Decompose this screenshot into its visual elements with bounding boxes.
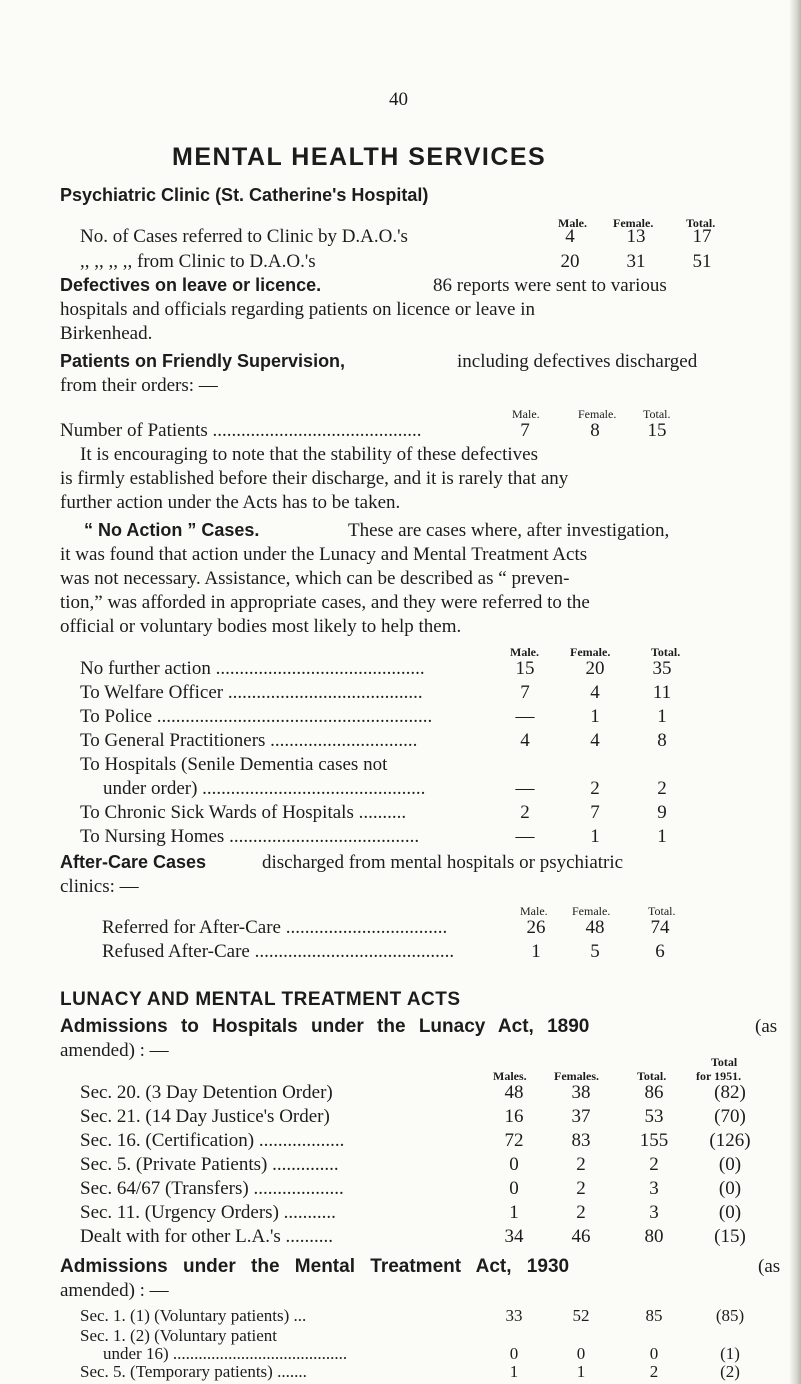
lunacy-cell: 38 [571,1082,591,1103]
lunacy-cell: (126) [709,1130,751,1151]
clinic-cell: 13 [626,226,646,247]
after-care-text: clinics: — [60,876,139,897]
mental-treatment-cell: (85) [715,1306,745,1325]
lunacy-cell: 2 [576,1154,586,1175]
no-action-cell: — [515,706,535,727]
lunacy-col-prev: for 1951. [696,1069,742,1083]
clinic-heading: Psychiatric Clinic (St. Catherine's Hospital) [60,185,429,205]
no-action-col-male: Male. [510,645,539,659]
clinic-col-female: Female. [613,216,654,230]
no-action-text: tion,” was afforded in appropriate cases, and they were referred to the [60,592,590,613]
after-care-col-male: Male. [520,904,548,918]
after-care-row-label: Refused After-Care .......................................... [102,941,455,962]
after-care-cell: 1 [531,941,541,962]
page-title: MENTAL HEALTH SERVICES [172,143,547,171]
lunacy-row-label: Dealt with for other L.A.'s .......... [80,1226,334,1247]
no-action-cell: 8 [657,730,667,751]
lunacy-col-total: Total. [637,1069,667,1083]
no-action-heading: “ No Action ” Cases. [84,520,260,540]
lunacy-row-label: Sec. 5. (Private Patients) .............. [80,1154,339,1175]
no-action-cell: 35 [652,658,672,679]
no-action-row-label: To Hospitals (Senile Dementia cases not [80,754,388,775]
friendly-heading: Patients on Friendly Supervision, [60,351,346,371]
clinic-row-label: No. of Cases referred to Clinic by D.A.O.'s [80,226,408,247]
lunacy-cell: (82) [714,1082,746,1103]
no-action-cell: 4 [590,730,600,751]
friendly-col-female: Female. [578,407,617,421]
clinic-cell: 31 [626,251,646,272]
mental-treatment-cell: (2) [720,1362,740,1381]
friendly-col-male: Male. [512,407,540,421]
defectives-heading: Defectives on leave or licence. [60,275,322,295]
friendly-text: including defectives discharged [457,351,698,372]
after-care-heading: After-Care Cases [60,852,207,872]
lunacy-cell: 2 [576,1202,586,1223]
after-care-cell: 74 [650,917,670,938]
clinic-cell: 4 [565,226,575,247]
lunacy-row-label: Sec. 11. (Urgency Orders) ........... [80,1202,336,1223]
lunacy-cell: 34 [504,1226,524,1247]
lunacy-row-label: Sec. 20. (3 Day Detention Order) [80,1082,333,1103]
friendly-para: It is encouraging to note that the stability of these defectives [80,444,538,465]
lunacy-cell: 0 [509,1178,519,1199]
no-action-cell: 4 [590,682,600,703]
lunacy-cell: 86 [644,1082,664,1103]
no-action-row-label: No further action ............................................ [80,658,425,679]
no-action-row-label: To Welfare Officer ......................................... [80,682,423,703]
clinic-row-label: ,, ,, ,, ,, from Clinic to D.A.O.'s [80,251,316,272]
friendly-cell: 15 [647,420,667,441]
no-action-col-total: Total. [651,645,681,659]
mental-treatment-row-label: Sec. 1. (1) (Voluntary patients) ... [80,1306,307,1325]
no-action-row-label: To Police .......................................................... [80,706,433,727]
no-action-cell: 7 [520,682,530,703]
mental-treatment-row-label: under 16) ......................................... [103,1344,348,1363]
defectives-text: Birkenhead. [60,323,153,344]
after-care-text: discharged from mental hospitals or psychiatric [262,852,624,873]
mental-treatment-cell: 2 [649,1362,659,1381]
lunacy-cell: 46 [571,1226,591,1247]
no-action-col-female: Female. [570,645,611,659]
no-action-cell: 4 [520,730,530,751]
lunacy-cell: 83 [571,1130,591,1151]
no-action-row-label: To Nursing Homes ........................................ [80,826,420,847]
mental-treatment-cell: (1) [720,1344,740,1363]
after-care-col-female: Female. [572,904,611,918]
friendly-para: is firmly established before their discharge, and it is rarely that any [60,468,569,489]
lunacy-col-males: Males. [493,1069,527,1083]
no-action-cell: 20 [585,658,605,679]
lunacy-cell: (70) [714,1106,746,1127]
no-action-text: it was found that action under the Lunacy and Mental Treatment Acts [60,544,588,565]
clinic-col-total: Total. [686,216,716,230]
no-action-cell: 1 [590,826,600,847]
friendly-text: from their orders: — [60,375,218,396]
no-action-cell: 11 [652,682,672,703]
after-care-cell: 5 [590,941,600,962]
no-action-cell: 2 [590,778,600,799]
friendly-cell: 8 [590,420,600,441]
friendly-cell: 7 [520,420,530,441]
lunacy-row-label: Sec. 21. (14 Day Justice's Order) [80,1106,330,1127]
defectives-text: hospitals and officials regarding patients on licence or leave in [60,299,536,320]
friendly-para: further action under the Acts has to be taken. [60,492,401,513]
clinic-cell: 17 [692,226,712,247]
mental-treatment-subheading-tail: (as [758,1256,781,1277]
mental-treatment-subheading: Admissions under the Mental Treatment Act, 1930 [60,1256,570,1277]
lunacy-row-label: Sec. 64/67 (Transfers) ................... [80,1178,344,1199]
lunacy-cell: 80 [644,1226,664,1247]
no-action-cell: — [515,826,535,847]
lunacy-cell: 3 [649,1178,659,1199]
mental-treatment-cell: 1 [576,1362,586,1381]
mental-treatment-row-label: Sec. 5. (Temporary patients) ....... [80,1362,307,1381]
no-action-cell: 7 [590,802,600,823]
no-action-text: These are cases where, after investigation, [348,520,670,541]
no-action-cell: — [515,778,535,799]
no-action-cell: 1 [590,706,600,727]
mental-treatment-cell: 0 [509,1344,519,1363]
friendly-row-label: Number of Patients ............................................ [60,420,422,441]
page-edge-shadow [789,0,801,1384]
lunacy-heading: LUNACY AND MENTAL TREATMENT ACTS [60,989,461,1010]
no-action-row-label: To Chronic Sick Wards of Hospitals .......... [80,802,407,823]
lunacy-cell: (0) [718,1202,742,1223]
no-action-cell: 2 [520,802,530,823]
friendly-col-total: Total. [643,407,671,421]
lunacy-cell: 1 [509,1202,519,1223]
page-number: 40 [389,89,408,110]
no-action-cell: 9 [657,802,667,823]
mental-treatment-cell: 52 [572,1306,590,1325]
lunacy-subheading-line2: amended) : — [60,1040,169,1061]
clinic-cell: 20 [560,251,580,272]
lunacy-cell: (0) [718,1154,742,1175]
no-action-cell: 1 [657,826,667,847]
mental-treatment-cell: 85 [645,1306,663,1325]
mental-treatment-row-label: Sec. 1. (2) (Voluntary patient [80,1326,278,1345]
lunacy-cell: 155 [639,1130,669,1151]
no-action-cell: 1 [657,706,667,727]
mental-treatment-cell: 1 [509,1362,519,1381]
lunacy-subheading-tail: (as [755,1016,778,1037]
after-care-row-label: Referred for After-Care .................................. [102,917,448,938]
lunacy-cell: 16 [504,1106,524,1127]
mental-treatment-subheading-line2: amended) : — [60,1280,169,1301]
after-care-cell: 26 [526,917,546,938]
lunacy-col-females: Females. [554,1069,599,1083]
lunacy-col-prev-top: Total [711,1055,738,1069]
lunacy-cell: 53 [644,1106,664,1127]
lunacy-subheading: Admissions to Hospitals under the Lunacy Act, 1890 [60,1016,590,1037]
after-care-cell: 48 [585,917,605,938]
mental-treatment-cell: 0 [576,1344,586,1363]
no-action-cell: 15 [515,658,535,679]
lunacy-cell: (0) [718,1178,742,1199]
mental-treatment-cell: 0 [649,1344,659,1363]
no-action-cell: 2 [657,778,667,799]
lunacy-cell: 2 [576,1178,586,1199]
lunacy-cell: 2 [649,1154,659,1175]
lunacy-row-label: Sec. 16. (Certification) .................. [80,1130,345,1151]
clinic-col-male: Male. [558,216,587,230]
lunacy-cell: 0 [509,1154,519,1175]
lunacy-cell: 72 [504,1130,524,1151]
no-action-row-label: To General Practitioners ............................... [80,730,418,751]
lunacy-cell: 3 [649,1202,659,1223]
mental-treatment-cell: 33 [505,1306,523,1325]
no-action-text: was not necessary. Assistance, which can be described as “ preven- [60,568,570,589]
no-action-text: official or voluntary bodies most likely to help them. [60,616,462,637]
lunacy-cell: (15) [714,1226,746,1247]
clinic-cell: 51 [692,251,712,272]
defectives-text: 86 reports were sent to various [433,275,667,296]
lunacy-cell: 37 [571,1106,591,1127]
after-care-cell: 6 [655,941,665,962]
lunacy-cell: 48 [504,1082,524,1103]
no-action-row-label: under order) ............................................... [103,778,426,799]
after-care-col-total: Total. [648,904,676,918]
